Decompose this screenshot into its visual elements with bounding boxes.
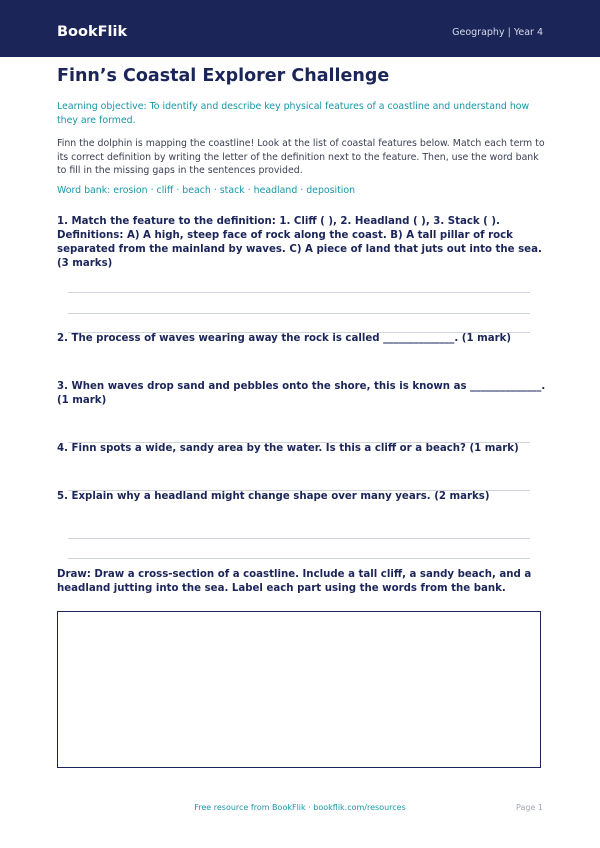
question-5: 5. Explain why a headland might change shape over many years. (2 marks) [57, 491, 490, 502]
instructions-paragraph: Finn the dolphin is mapping the coastline! Look at the list of coastal features below. Match each term to its correct definition by writing the letter of the definition next to the feature. Then, use the word bank to fill in the missing gaps in the sentences provided. [57, 138, 545, 176]
word-bank: Word bank: erosion · cliff · beach · stack · headland · deposition [57, 185, 356, 196]
brand-logo-text: BookFlik [57, 24, 128, 40]
worksheet-title: Finn’s Coastal Explorer Challenge [57, 66, 390, 86]
subject-year-label: Geography | Year 4 [452, 27, 543, 38]
question-4: 4. Finn spots a wide, sandy area by the water. Is this a cliff or a beach? (1 mark) [57, 443, 519, 454]
answer-line[interactable] [68, 558, 530, 559]
page-number: Page 1 [516, 803, 543, 812]
question-2: 2. The process of waves wearing away the rock is called ______________. (1 mark) [57, 333, 512, 344]
question-3: 3. When waves drop sand and pebbles onto the shore, this is known as ______________. (1 mark) [57, 381, 546, 406]
learning-objective: Learning objective: To identify and describe key physical features of a coastline and understand how they are formed. [57, 101, 530, 126]
answer-line[interactable] [68, 313, 530, 314]
answer-line[interactable] [68, 292, 530, 293]
drawing-area[interactable] [57, 611, 541, 768]
answer-line[interactable] [68, 538, 530, 539]
drawing-task-prompt: Draw: Draw a cross-section of a coastline. Include a tall cliff, a sandy beach, and a headland jutting into the sea. Label each part using the words from the bank. [57, 569, 532, 594]
page-header [0, 0, 600, 57]
question-1: 1. Match the feature to the definition: 1. Cliff ( ), 2. Headland ( ), 3. Stack ( ). Definitions: A) A high, steep face of rock along the coast. B) A tall pillar of rock separated from the mainland by waves. C) A piece of land that juts out into the sea. (3 marks) [57, 216, 542, 269]
footer-credit[interactable]: Free resource from BookFlik · bookflik.com/resources [194, 803, 406, 812]
